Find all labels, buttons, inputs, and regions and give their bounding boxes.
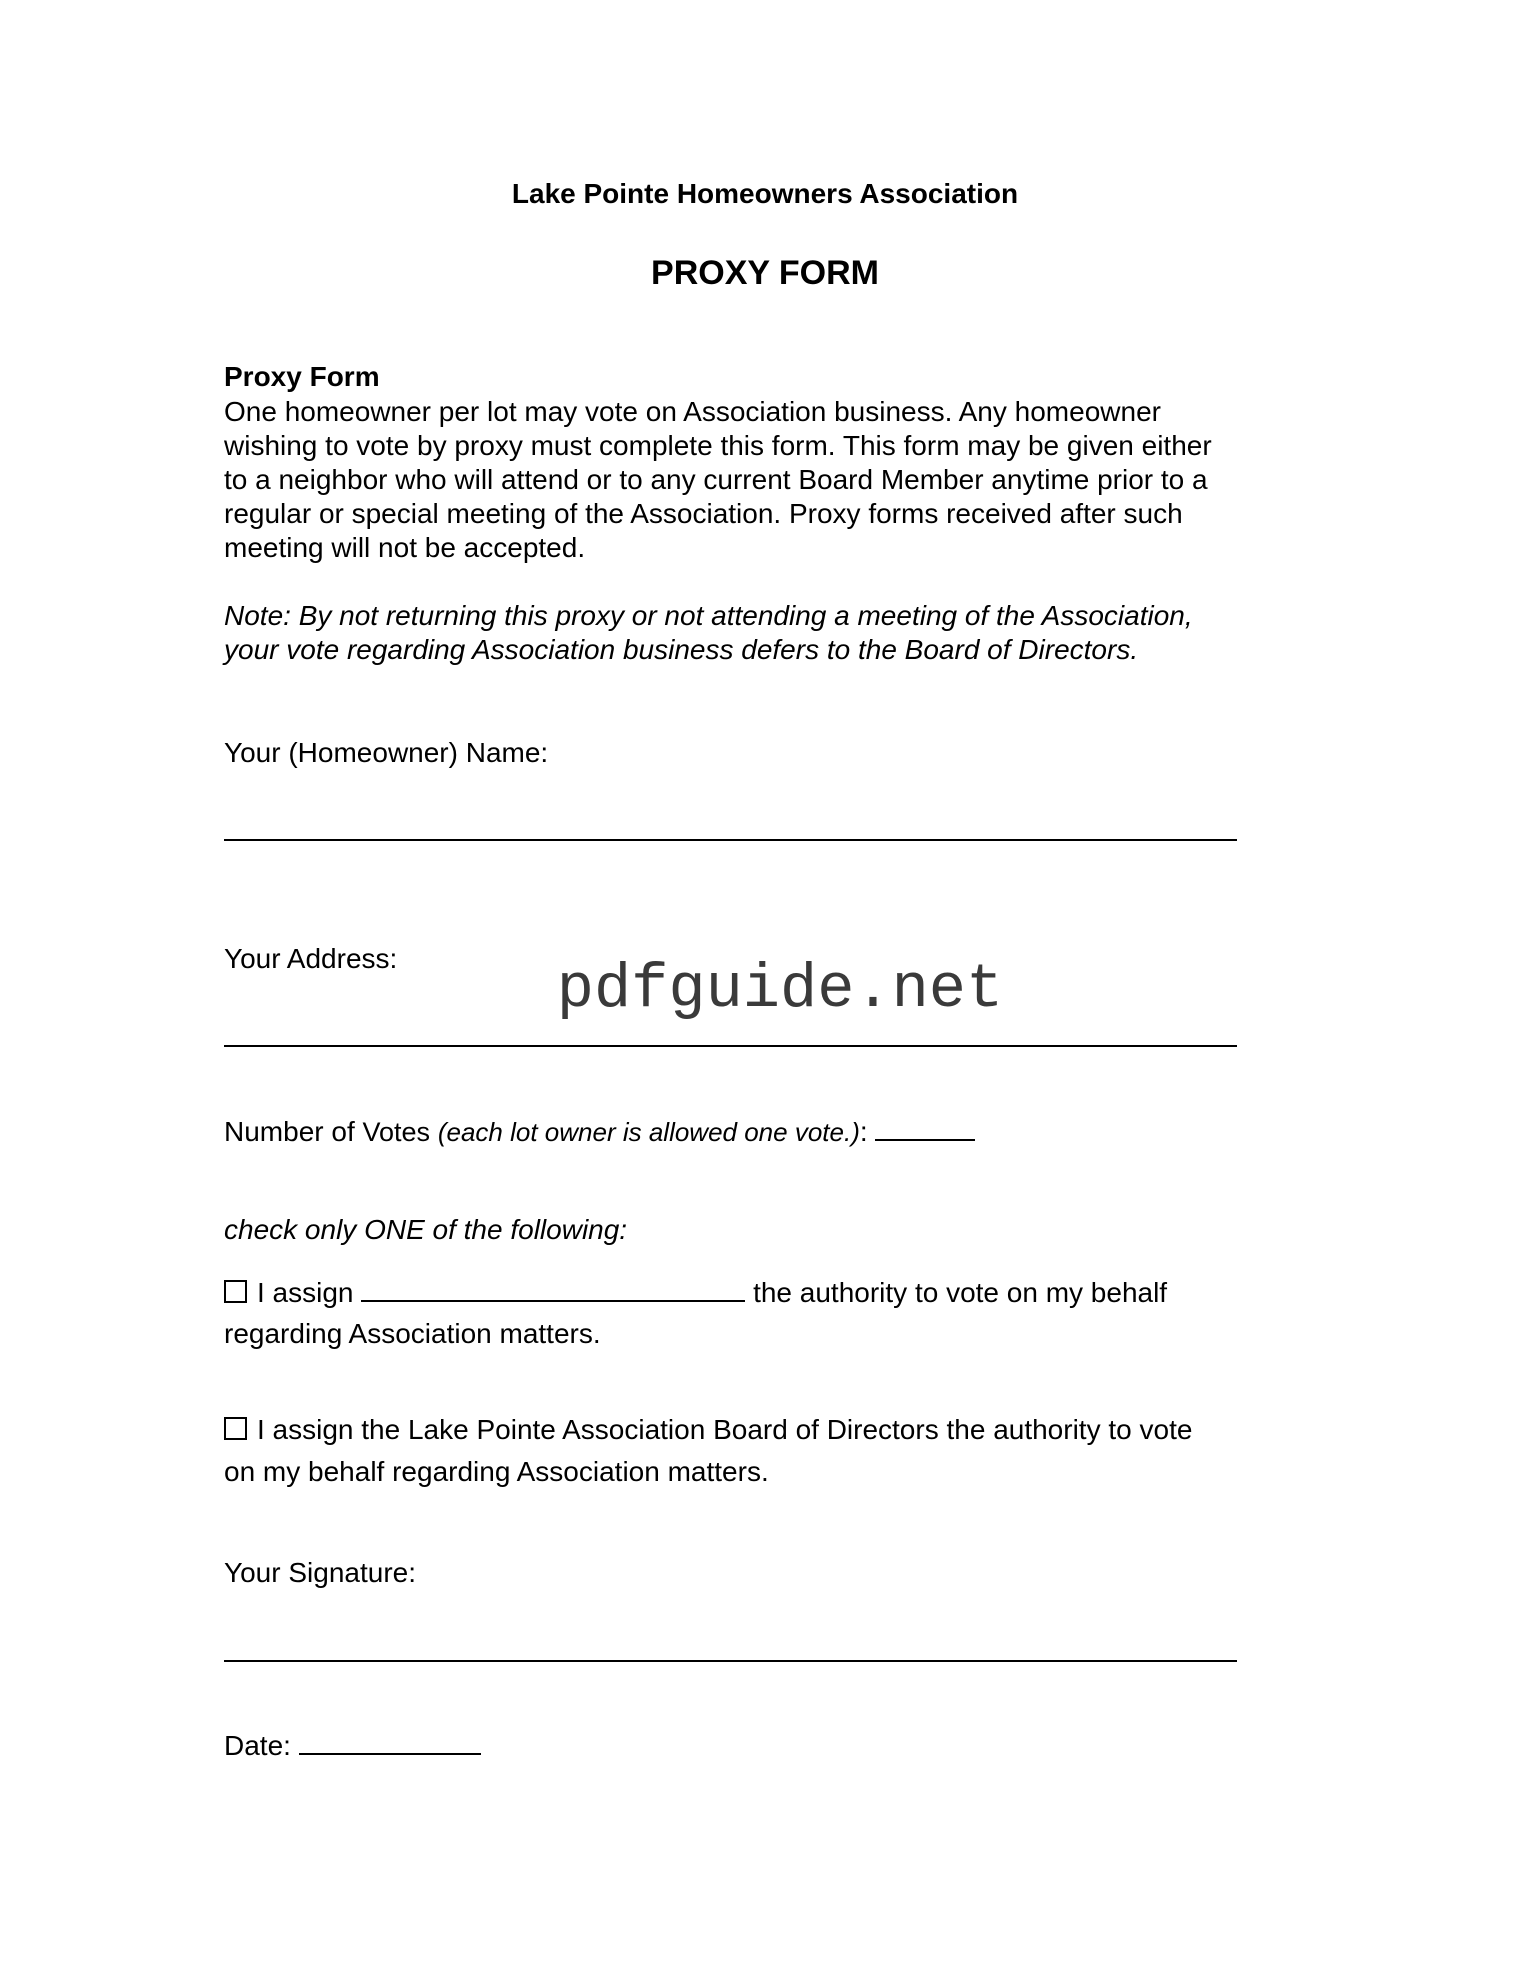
date-row: [224, 1729, 481, 1763]
votes-label-note: (each lot owner is allowed one vote.): [437, 1117, 860, 1147]
option-2-checkbox[interactable]: [224, 1417, 247, 1440]
proxy-assignee-field[interactable]: [361, 1276, 745, 1302]
organization-name: Lake Pointe Homeowners Association: [511, 178, 1019, 209]
votes-row: [224, 1115, 975, 1149]
note-line: Note: By not returning this proxy or not attending a meeting of the Association,: [224, 600, 1193, 631]
section-heading: Proxy Form: [224, 361, 380, 392]
option-2-line-1: I assign the Lake Pointe Association Board of Directors the authority to vote: [257, 1414, 1193, 1445]
note-line: your vote regarding Association business defers to the Board of Directors.: [224, 634, 1139, 665]
option-1-suffix: the authority to vote on my behalf: [753, 1277, 1168, 1308]
homeowner-name-field[interactable]: [224, 839, 1237, 841]
address-field[interactable]: [224, 1045, 1237, 1047]
option-1-prefix: I assign: [257, 1277, 354, 1308]
address-label: Your Address:: [224, 943, 398, 974]
intro-paragraph-line: wishing to vote by proxy must complete this form. This form may be given either: [224, 430, 1212, 461]
intro-paragraph-line: regular or special meeting of the Association. Proxy forms received after such: [224, 498, 1183, 529]
homeowner-name-label: Your (Homeowner) Name:: [224, 737, 549, 768]
votes-label-word: Votes: [362, 1117, 431, 1147]
signature-field[interactable]: [224, 1660, 1237, 1662]
votes-label-colon: :: [859, 1116, 868, 1147]
intro-paragraph-line: meeting will not be accepted.: [224, 532, 586, 563]
option-2-row: [224, 1413, 1192, 1447]
watermark: pdfguide.net: [556, 954, 1004, 1025]
intro-paragraph-line: One homeowner per lot may vote on Association business. Any homeowner: [224, 396, 1161, 427]
options-instruction: check only ONE of the following:: [224, 1214, 628, 1245]
intro-paragraph-line: to a neighbor who will attend or to any current Board Member anytime prior to a: [224, 464, 1208, 495]
option-2-line-2: on my behalf regarding Association matters.: [224, 1456, 769, 1487]
option-1-line-2: regarding Association matters.: [224, 1318, 601, 1349]
votes-count-field[interactable]: [875, 1115, 975, 1141]
date-field[interactable]: [299, 1729, 481, 1755]
votes-label-start: Number of: [224, 1116, 363, 1147]
date-label: Date:: [224, 1730, 291, 1761]
signature-label: Your Signature:: [224, 1557, 416, 1588]
page-title: PROXY FORM: [651, 254, 879, 292]
option-1-checkbox[interactable]: [224, 1280, 247, 1303]
option-1-row: [224, 1276, 1167, 1310]
